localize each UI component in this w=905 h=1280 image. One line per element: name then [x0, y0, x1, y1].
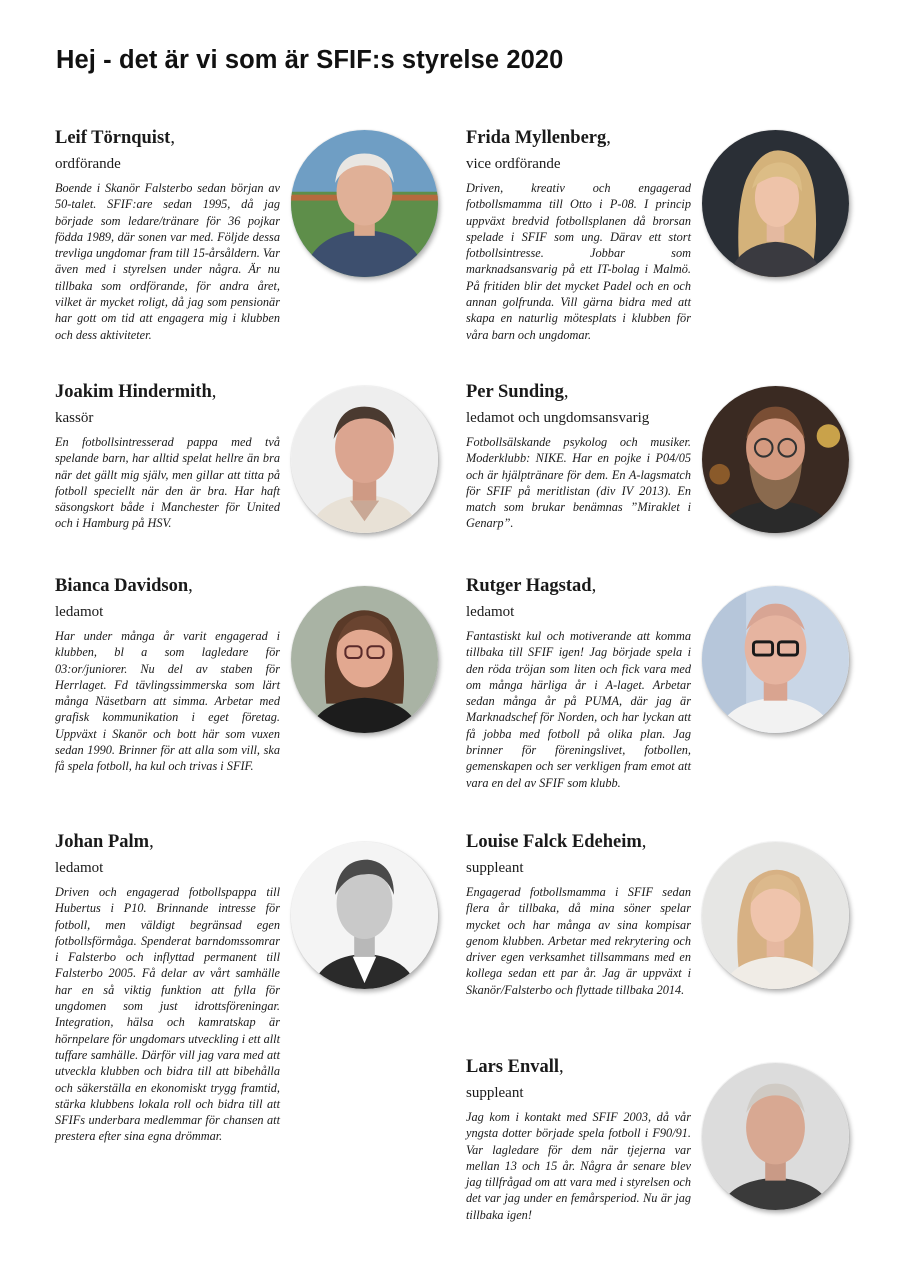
member-name: Per Sunding — [466, 382, 564, 402]
page-title: Hej - det är vi som är SFIF:s styrelse 2020 — [56, 46, 564, 74]
portrait-joakim-hindermith — [291, 386, 438, 533]
member-name: Lars Envall — [466, 1057, 560, 1077]
member-role: suppleant — [466, 1085, 524, 1101]
member-card-bianca-davidson: Bianca Davidson, ledamot Har under många år varit engagerad i klubben, bl a som lagledare för 03:or/juniorer. Nu del av staben för Herrlaget. Fd tävlingssimmerska som lärt många Näsetbarn att simma. Arbetar med grafisk kommunikation i eget företag. Uppväxt i Skanör och bott här som vuxen sedan 1990. Brinner för att alla som vill, ska få spela fotboll, ha kul och trivas i SFIF. — [55, 576, 280, 774]
member-bio: Engagerad fotbollsmamma i SFIF sedan flera år tillbaka, då mina söner spelar mycket och har många av sina kompisar genom klubben. Arbetar med rekrytering och driver egen verksamhet tillsammans med en kollega sedan ett par år. Jag är uppväxt i Skanör/Falsterbo och flyttade tillbaka 2014. — [466, 885, 691, 997]
member-bio: En fotbollsintresserad pappa med två spelande barn, har alltid spelat hellre än bra när det gällt mig själv, men gillar att titta på fotboll speciellt när den är bra. Har haft säsongskort både i Manchester för United och i Hamburg på HSV. — [55, 435, 280, 531]
member-bio: Jag kom i kontakt med SFIF 2003, då vår yngsta dotter började spela fotboll i F90/91. Var lagledare för dem när tjejerna var mellan 13 och 15 år. Några år senare blev jag tillfrågad om att vara med i styrelsen och det var jag under en femårsperiod. Nu är jag tillbaka igen! — [466, 1110, 691, 1222]
portrait-johan-palm — [291, 842, 438, 989]
portrait-per-sunding — [702, 386, 849, 533]
member-role: ledamot och ungdomsansvarig — [466, 410, 650, 426]
member-card-lars-envall: Lars Envall, suppleant Jag kom i kontakt med SFIF 2003, då vår yngsta dotter började spela fotboll i F90/91. Var lagledare för dem när tjejerna var mellan 13 och 15 år. Några år senare blev jag tillfrågad om att vara med i styrelsen och det var jag under en femårsperiod. Nu är jag tillbaka igen! — [466, 1057, 691, 1222]
member-name: Bianca Davidson — [55, 576, 189, 596]
member-name: Joakim Hindermith — [55, 382, 212, 402]
member-bio: Fotbollsälskande psykolog och musiker. Moderklubb: NIKE. Har en pojke i P04/05 och är hjälptränare för dem. En A-lagsmatch för SFIF på meritlistan (div IV 2013). En match som brukar benämnas ”Miraklet i Genarp”. — [466, 435, 691, 531]
member-bio: Driven, kreativ och engagerad fotbollsmamma till Otto i P-08. I princip uppväxt bredvid fotbollsplanen då brorsan spelade i SFIF som ung. Därav ett stort fotbollsintresse. Jobbar som marknadsansvarig på ett IT-bolag i Malmö. På fritiden blir det mycket Padel och en och annan golfrunda. Vill gärna bidra med att skapa en naturlig mötesplats i klubben för våra barn och ungdomar. — [466, 181, 691, 342]
member-name: Louise Falck Edeheim — [466, 832, 642, 852]
portrait-louise-falck-edeheim — [702, 842, 849, 989]
member-name: Rutger Hagstad — [466, 576, 592, 596]
member-card-joakim-hindermith: Joakim Hindermith, kassör En fotbollsintresserad pappa med två spelande barn, har alltid spelat hellre än bra när det gällt mig själv, men gillar att titta på fotboll speciellt när den är bra. Har haft säsongskort både i Manchester för United och i Hamburg på HSV. — [55, 382, 280, 531]
member-role: ledamot — [55, 604, 104, 620]
member-name: Leif Törnquist — [55, 128, 171, 148]
member-card-louise-falck-edeheim: Louise Falck Edeheim, suppleant Engagerad fotbollsmamma i SFIF sedan flera år tillbaka, då mina söner spelar mycket och har många av sina kompisar genom klubben. Arbetar med rekrytering och driver egen verksamhet tillsammans med en kollega sedan ett par år. Jag är uppväxt i Skanör/Falsterbo och flyttade tillbaka 2014. — [466, 832, 691, 997]
member-card-rutger-hagstad: Rutger Hagstad, ledamot Fantastiskt kul och motiverande att komma tillbaka till SFIF igen! Jag började spela i den röda tröjan som liten och fick vara med om många härliga år i A-laget. Arbetar sedan många år på PUMA, där jag är Marknadschef för Norden, och har lyckan att få jobba med fotboll på olika plan. Jag brinner för föreningslivet, fotbollen, gemenskapen och ser verkligen fram emot att vara en del av SFIF som klubb. — [466, 576, 691, 790]
member-bio: Boende i Skanör Falsterbo sedan början av 50-talet. SFIF:are sedan 1995, då jag började som ledare/tränare för 36 pojkar födda 1989, där sonen var med. Följde dessa trevliga ungdomar fram till 15-årsåldern. Var även med i styrelsen under några. Är nu tillbaka som ordförande, för andra året, vilket är mycket roligt, då jag som pensionär har gott om tid att engagera mig i klubben och dess aktiviteter. — [55, 181, 280, 342]
portrait-frida-myllenberg — [702, 130, 849, 277]
member-role: ledamot — [466, 604, 515, 620]
portrait-lars-envall — [702, 1063, 849, 1210]
portrait-bianca-davidson — [291, 586, 438, 733]
member-role: vice ordförande — [466, 156, 561, 172]
member-role: kassör — [55, 410, 94, 426]
member-card-per-sunding: Per Sunding, ledamot och ungdomsansvarig Fotbollsälskande psykolog och musiker. Moderklubb: NIKE. Har en pojke i P04/05 och är hjälptränare för dem. En A-lagsmatch för SFIF på meritlistan (div IV 2013). En match som brukar benämnas ”Miraklet i Genarp”. — [466, 382, 691, 531]
member-role: ordförande — [55, 156, 121, 172]
member-card-johan-palm: Johan Palm, ledamot Driven och engagerad fotbollspappa till Hubertus i P10. Brinnande intresse för fotboll, men väldigt begränsad egen fotbollsförmåga. Spenderat barndomssomrar i Falsterbo och inflyttad permanent till Falsterbo 2005. Få delar av vårt samhälle har en så viktig funktion att fylla för ungdomen som just idrottsföreningar. Integration, hälsa och kamratskap är hörnpelare för ungdomars utveckling i ett allt tuffare samhälle. Därför vill jag vara med att utveckla klubben och bidra till att bibehålla och säkerställa en ekonomiskt trygg framtid, stärka klubbens lokala roll och bidra till att SFIFs underbara medlemmar för chansen att prestera efter sina egna drömmar. — [55, 832, 280, 1144]
member-bio: Har under många år varit engagerad i klubben, bl a som lagledare för 03:or/juniorer. Nu del av staben för Herrlaget. Fd tävlingssimmerska som lärt många Näsetbarn att simma. Arbetar med grafisk kommunikation i eget företag. Uppväxt i Skanör och bott här som vuxen sedan 1990. Brinner för att alla som vill, ska få spela fotboll, ha kul och trivas i SFIF. — [55, 629, 280, 774]
member-card-leif-tornquist: Leif Törnquist, ordförande Boende i Skanör Falsterbo sedan början av 50-talet. SFIF:are sedan 1995, då jag började som ledare/tränare för 36 pojkar födda 1989, där sonen var med. Följde dessa trevliga ungdomar fram till 15-årsåldern. Var även med i styrelsen under några. Är nu tillbaka som ordförande, för andra året, vilket är mycket roligt, då jag som pensionär har gott om tid att engagera mig i klubben och dess aktiviteter. — [55, 128, 280, 342]
portrait-rutger-hagstad — [702, 586, 849, 733]
member-bio: Driven och engagerad fotbollspappa till Hubertus i P10. Brinnande intresse för fotboll, men väldigt begränsad egen fotbollsförmåga. Spenderat barndomssomrar i Falsterbo och inflyttad permanent till Falsterbo 2005. Få delar av vårt samhälle har en så viktig funktion att fylla för ungdomen som just idrottsföreningar. Integration, hälsa och kamratskap är hörnpelare för ungdomars utveckling i ett allt tuffare samhälle. Därför vill jag vara med att utveckla klubben och bidra till att bibehålla och säkerställa en ekonomiskt trygg framtid, stärka klubbens lokala roll och bidra till att SFIFs underbara medlemmar för chansen att prestera efter sina egna drömmar. — [55, 885, 280, 1144]
member-role: ledamot — [55, 860, 104, 876]
member-name: Frida Myllenberg — [466, 128, 607, 148]
member-name: Johan Palm — [55, 832, 150, 852]
member-card-frida-myllenberg: Frida Myllenberg, vice ordförande Driven, kreativ och engagerad fotbollsmamma till Otto i P-08. I princip uppväxt bredvid fotbollsplanen då brorsan spelade i SFIF som ung. Därav ett stort fotbollsintresse. Jobbar som marknadsansvarig på ett IT-bolag i Malmö. På fritiden blir det mycket Padel och en och annan golfrunda. Vill gärna bidra med att skapa en naturlig mötesplats i klubben för våra barn och ungdomar. — [466, 128, 691, 342]
member-bio: Fantastiskt kul och motiverande att komma tillbaka till SFIF igen! Jag började spela i den röda tröjan som liten och fick vara med om många härliga år i A-laget. Arbetar sedan många år på PUMA, där jag är Marknadschef för Norden, och har lyckan att få jobba med fotboll på olika plan. Jag brinner för föreningslivet, fotbollen, gemenskapen och ser verkligen fram emot att vara en del av SFIF som klubb. — [466, 629, 691, 790]
portrait-leif-tornquist — [291, 130, 438, 277]
member-role: suppleant — [466, 860, 524, 876]
